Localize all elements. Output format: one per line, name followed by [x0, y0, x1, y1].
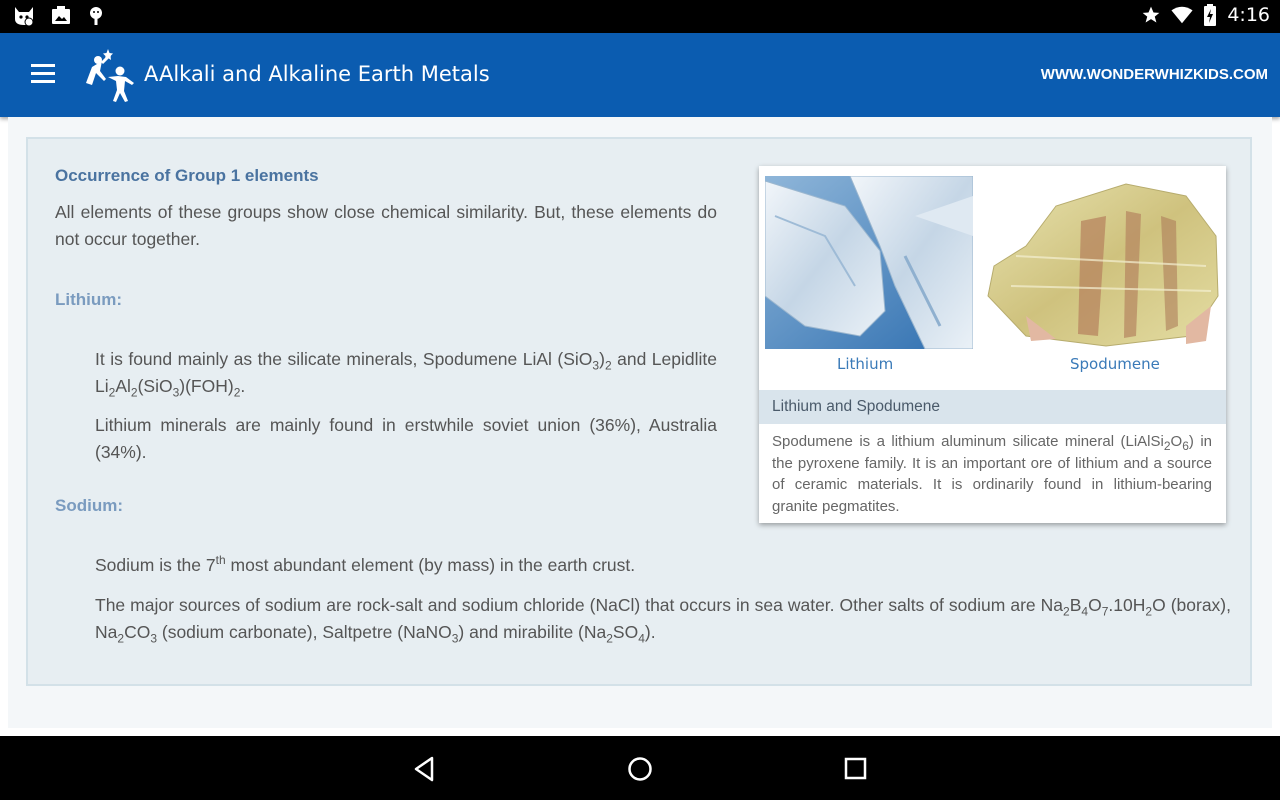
menu-button[interactable]: [31, 64, 55, 86]
navigation-bar: [0, 736, 1280, 800]
sodium-heading: Sodium:: [55, 496, 123, 515]
wonderwhizkids-logo-icon: [78, 45, 138, 105]
menu-line: [31, 64, 55, 67]
image-notification-icon: [50, 5, 72, 27]
menu-line: [31, 72, 55, 75]
intro-paragraph: All elements of these groups show close chemical similarity. But, these elements do not occur together.: [55, 202, 717, 249]
app-title: AAlkali and Alkaline Earth Metals: [144, 62, 490, 86]
figure-caption-text: Spodumene is a lithium aluminum silicate mineral $(LiAlSi_2O_6)$ in the pyroxene family. It is an important ore of lithium and a source of ceramic materials. It is ordinarily found in lithium-bearing granite pegmatites.: [772, 433, 1212, 515]
back-icon: [410, 754, 440, 784]
home-icon: [625, 754, 655, 784]
home-button[interactable]: [625, 754, 655, 784]
lithium-paragraph-1: It is found mainly as the silicate minerals, Spodumene LiAl $(SiO_3)_2$ and Lepidlite $Li_2Al_2(SiO_3)(FOH)_2$.: [95, 349, 717, 400]
recents-button[interactable]: [841, 754, 871, 784]
cat-notification-icon: [12, 5, 36, 27]
lithium-paragraph-2: Lithium minerals are mainly found in erstwhile soviet union (36%), Australia (34%).: [95, 415, 717, 462]
status-bar: [0, 0, 1280, 33]
app-bar: [0, 33, 1280, 117]
battery-icon: [1203, 4, 1217, 26]
recents-icon: [841, 754, 871, 784]
spodumene-image-label: Spodumene: [1070, 355, 1160, 373]
figure-caption-title: Lithium and Spodumene: [759, 390, 1226, 424]
wifi-icon: [1171, 5, 1193, 25]
sodium-paragraph-2: The major sources of sodium are rock-salt and sodium chloride (NaCl) that occurs in sea water. Other salts of sodium are $Na_2B_4O_7.10H_2O$ (borax), $Na_2CO_3$ (sodium carbonate), Saltpetre (NaNO$_3$) and mirabilite $(Na_2SO_4)$.: [95, 595, 1231, 646]
star-icon: [1141, 5, 1161, 25]
status-bar-notifications: [12, 5, 106, 27]
lithium-heading: Lithium:: [55, 290, 123, 309]
mineral-figure[interactable]: [759, 166, 1226, 523]
website-link[interactable]: WWW.WONDERWHIZKIDS.COM: [1040, 66, 1268, 83]
section-heading: Occurrence of Group 1 elements: [55, 166, 319, 185]
android-debug-icon: [86, 5, 106, 27]
status-bar-system: [1141, 4, 1270, 26]
back-button[interactable]: [410, 754, 440, 784]
lithium-image: [765, 176, 973, 349]
status-bar-time: 4:16: [1227, 4, 1270, 26]
spodumene-image: [986, 176, 1220, 349]
lithium-image-label: Lithium: [837, 355, 894, 373]
menu-line: [31, 80, 55, 83]
sodium-paragraph-1: Sodium is the 7th most abundant element (by mass) in the earth crust.: [95, 553, 636, 575]
